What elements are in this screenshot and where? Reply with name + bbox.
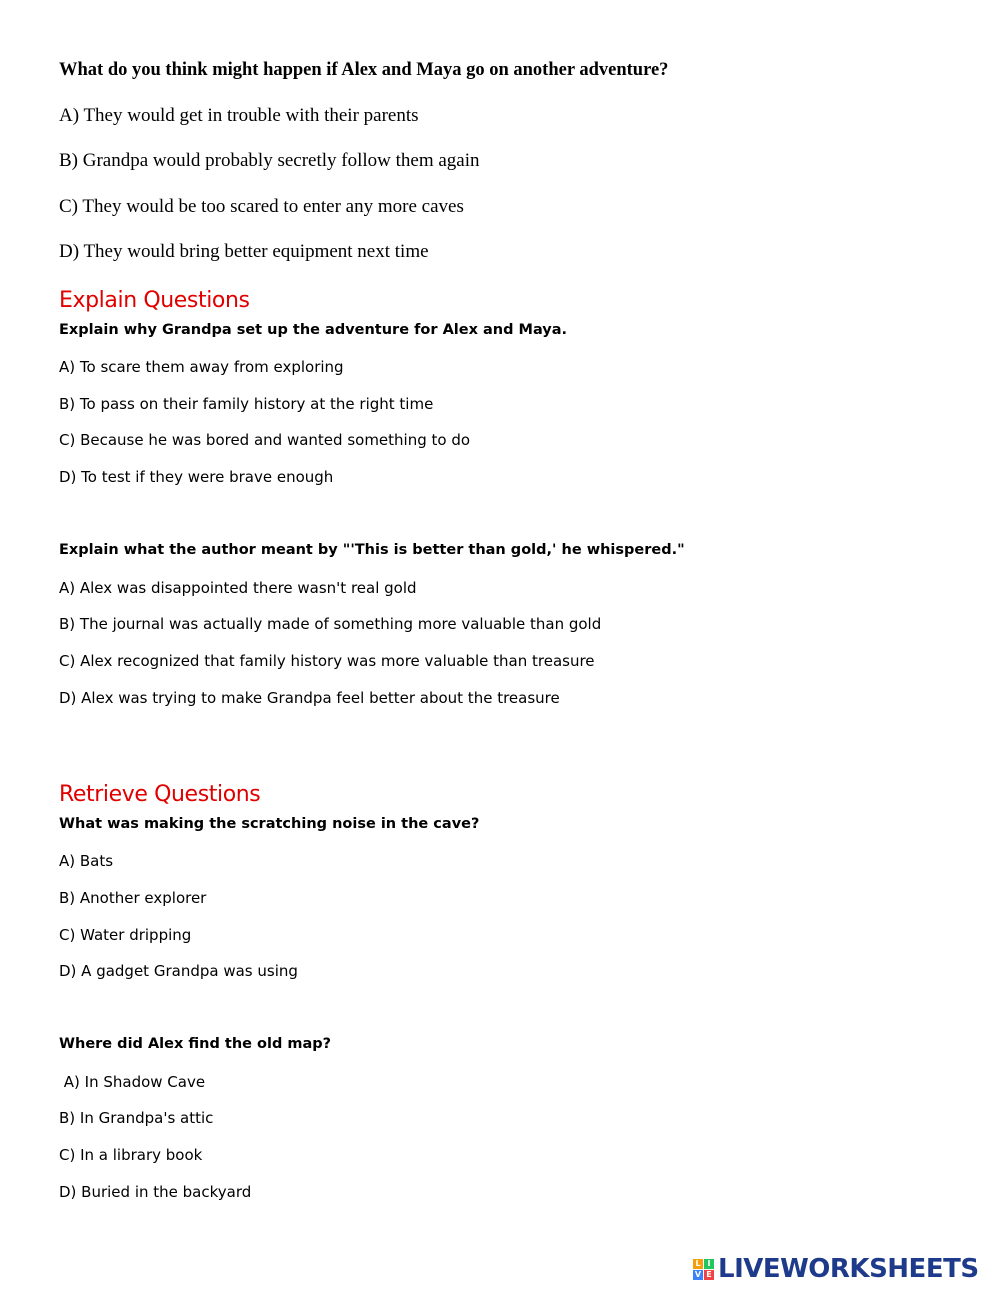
liveworksheets-logo-mark: [693, 1259, 714, 1280]
question-explain-1: Explain why Grandpa set up the adventure for Alex and Maya.: [59, 322, 568, 338]
option-explain1-a[interactable]: A) To scare them away from exploring: [59, 358, 344, 376]
option-retrieve1-a[interactable]: A) Bats: [59, 852, 114, 870]
option-explain2-d[interactable]: D) Alex was trying to make Grandpa feel better about the treasure: [59, 689, 560, 707]
option-explain2-a[interactable]: A) Alex was disappointed there wasn't real gold: [59, 579, 417, 597]
option-retrieve2-b[interactable]: B) In Grandpa's attic: [59, 1109, 214, 1127]
question-retrieve-1: What was making the scratching noise in the cave?: [59, 816, 480, 832]
liveworksheets-logo: [693, 1254, 979, 1284]
section-title-retrieve: Retrieve Questions: [59, 782, 261, 807]
option-explain1-d[interactable]: D) To test if they were brave enough: [59, 468, 334, 486]
option-retrieve1-c[interactable]: C) Water dripping: [59, 926, 192, 944]
option-retrieve2-a[interactable]: A) In Shadow Cave: [59, 1073, 206, 1091]
option-retrieve1-b[interactable]: B) Another explorer: [59, 889, 207, 907]
option-predict-d[interactable]: D) They would bring better equipment next time: [59, 241, 429, 262]
option-retrieve2-c[interactable]: C) In a library book: [59, 1146, 203, 1164]
option-retrieve2-d[interactable]: D) Buried in the backyard: [59, 1183, 252, 1201]
liveworksheets-logo-text: LIVEWORKSHEETS: [718, 1254, 979, 1284]
option-predict-c[interactable]: C) They would be too scared to enter any more caves: [59, 196, 464, 217]
question-explain-2: Explain what the author meant by "'This is better than gold,' he whispered.": [59, 542, 685, 558]
logo-tile-v: V: [694, 1270, 702, 1279]
option-predict-a[interactable]: A) They would get in trouble with their parents: [59, 105, 419, 126]
option-explain1-c[interactable]: C) Because he was bored and wanted something to do: [59, 431, 471, 449]
logo-tile-e: E: [704, 1270, 714, 1280]
logo-tile-l: L: [693, 1259, 703, 1269]
logo-tile-i: I: [704, 1259, 714, 1269]
option-explain1-b[interactable]: B) To pass on their family history at the right time: [59, 395, 434, 413]
option-retrieve1-d[interactable]: D) A gadget Grandpa was using: [59, 962, 298, 980]
question-predict: What do you think might happen if Alex and Maya go on another adventure?: [59, 60, 669, 80]
option-explain2-b[interactable]: B) The journal was actually made of something more valuable than gold: [59, 615, 602, 633]
question-retrieve-2: Where did Alex find the old map?: [59, 1036, 332, 1052]
section-title-explain: Explain Questions: [59, 288, 250, 313]
option-explain2-c[interactable]: C) Alex recognized that family history was more valuable than treasure: [59, 652, 595, 670]
option-predict-b[interactable]: B) Grandpa would probably secretly follow them again: [59, 150, 480, 171]
